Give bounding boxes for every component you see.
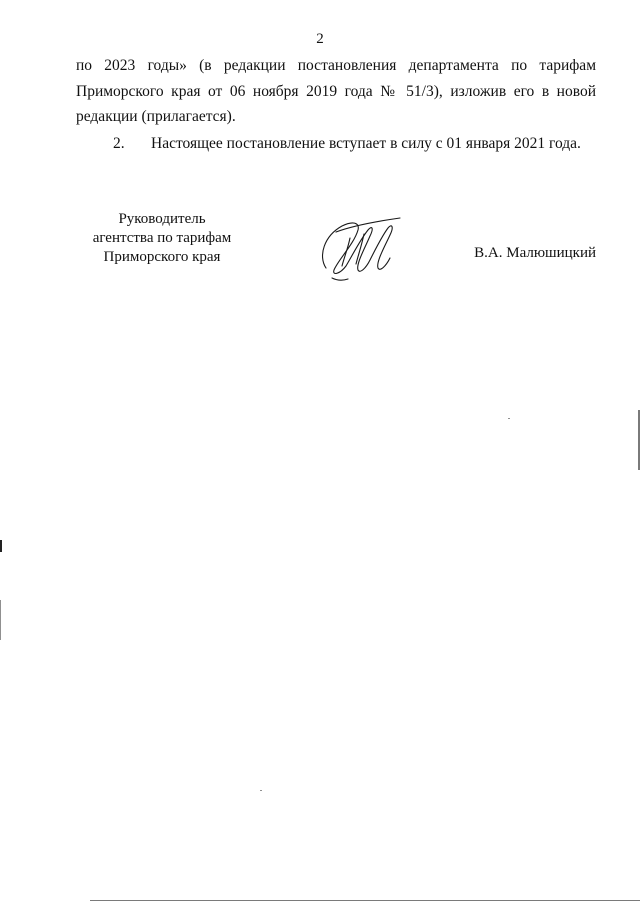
signature-icon	[312, 208, 412, 283]
signer-position-line: Приморского края	[103, 249, 221, 265]
scan-artifact	[508, 418, 510, 419]
signer-name: В.А. Малюшицкий	[474, 245, 596, 261]
scan-artifact	[90, 900, 640, 901]
scan-artifact	[0, 600, 1, 640]
paragraph-line: Приморского края от 06 ноября 2019 года № 51/3), изложив его в новой	[76, 82, 596, 100]
paragraph-text: Настоящее постановление вступает в силу с 01 января 2021 года.	[151, 135, 581, 152]
paragraph-item-2	[113, 131, 581, 156]
signer-position-line: Руководитель	[118, 211, 206, 227]
signer-position-line: агентства по тарифам	[92, 230, 232, 246]
scan-artifact	[0, 540, 2, 552]
scan-artifact	[260, 790, 262, 791]
signer-position	[72, 210, 252, 267]
paragraph-line: по 2023 годы» (в редакции постановления департамента по тарифам	[76, 57, 596, 74]
page-number: 2	[316, 31, 324, 47]
paragraph-line: редакции (прилагается).	[76, 108, 236, 125]
paragraph-number: 2.	[113, 135, 125, 152]
paragraph-continuation	[76, 53, 596, 130]
